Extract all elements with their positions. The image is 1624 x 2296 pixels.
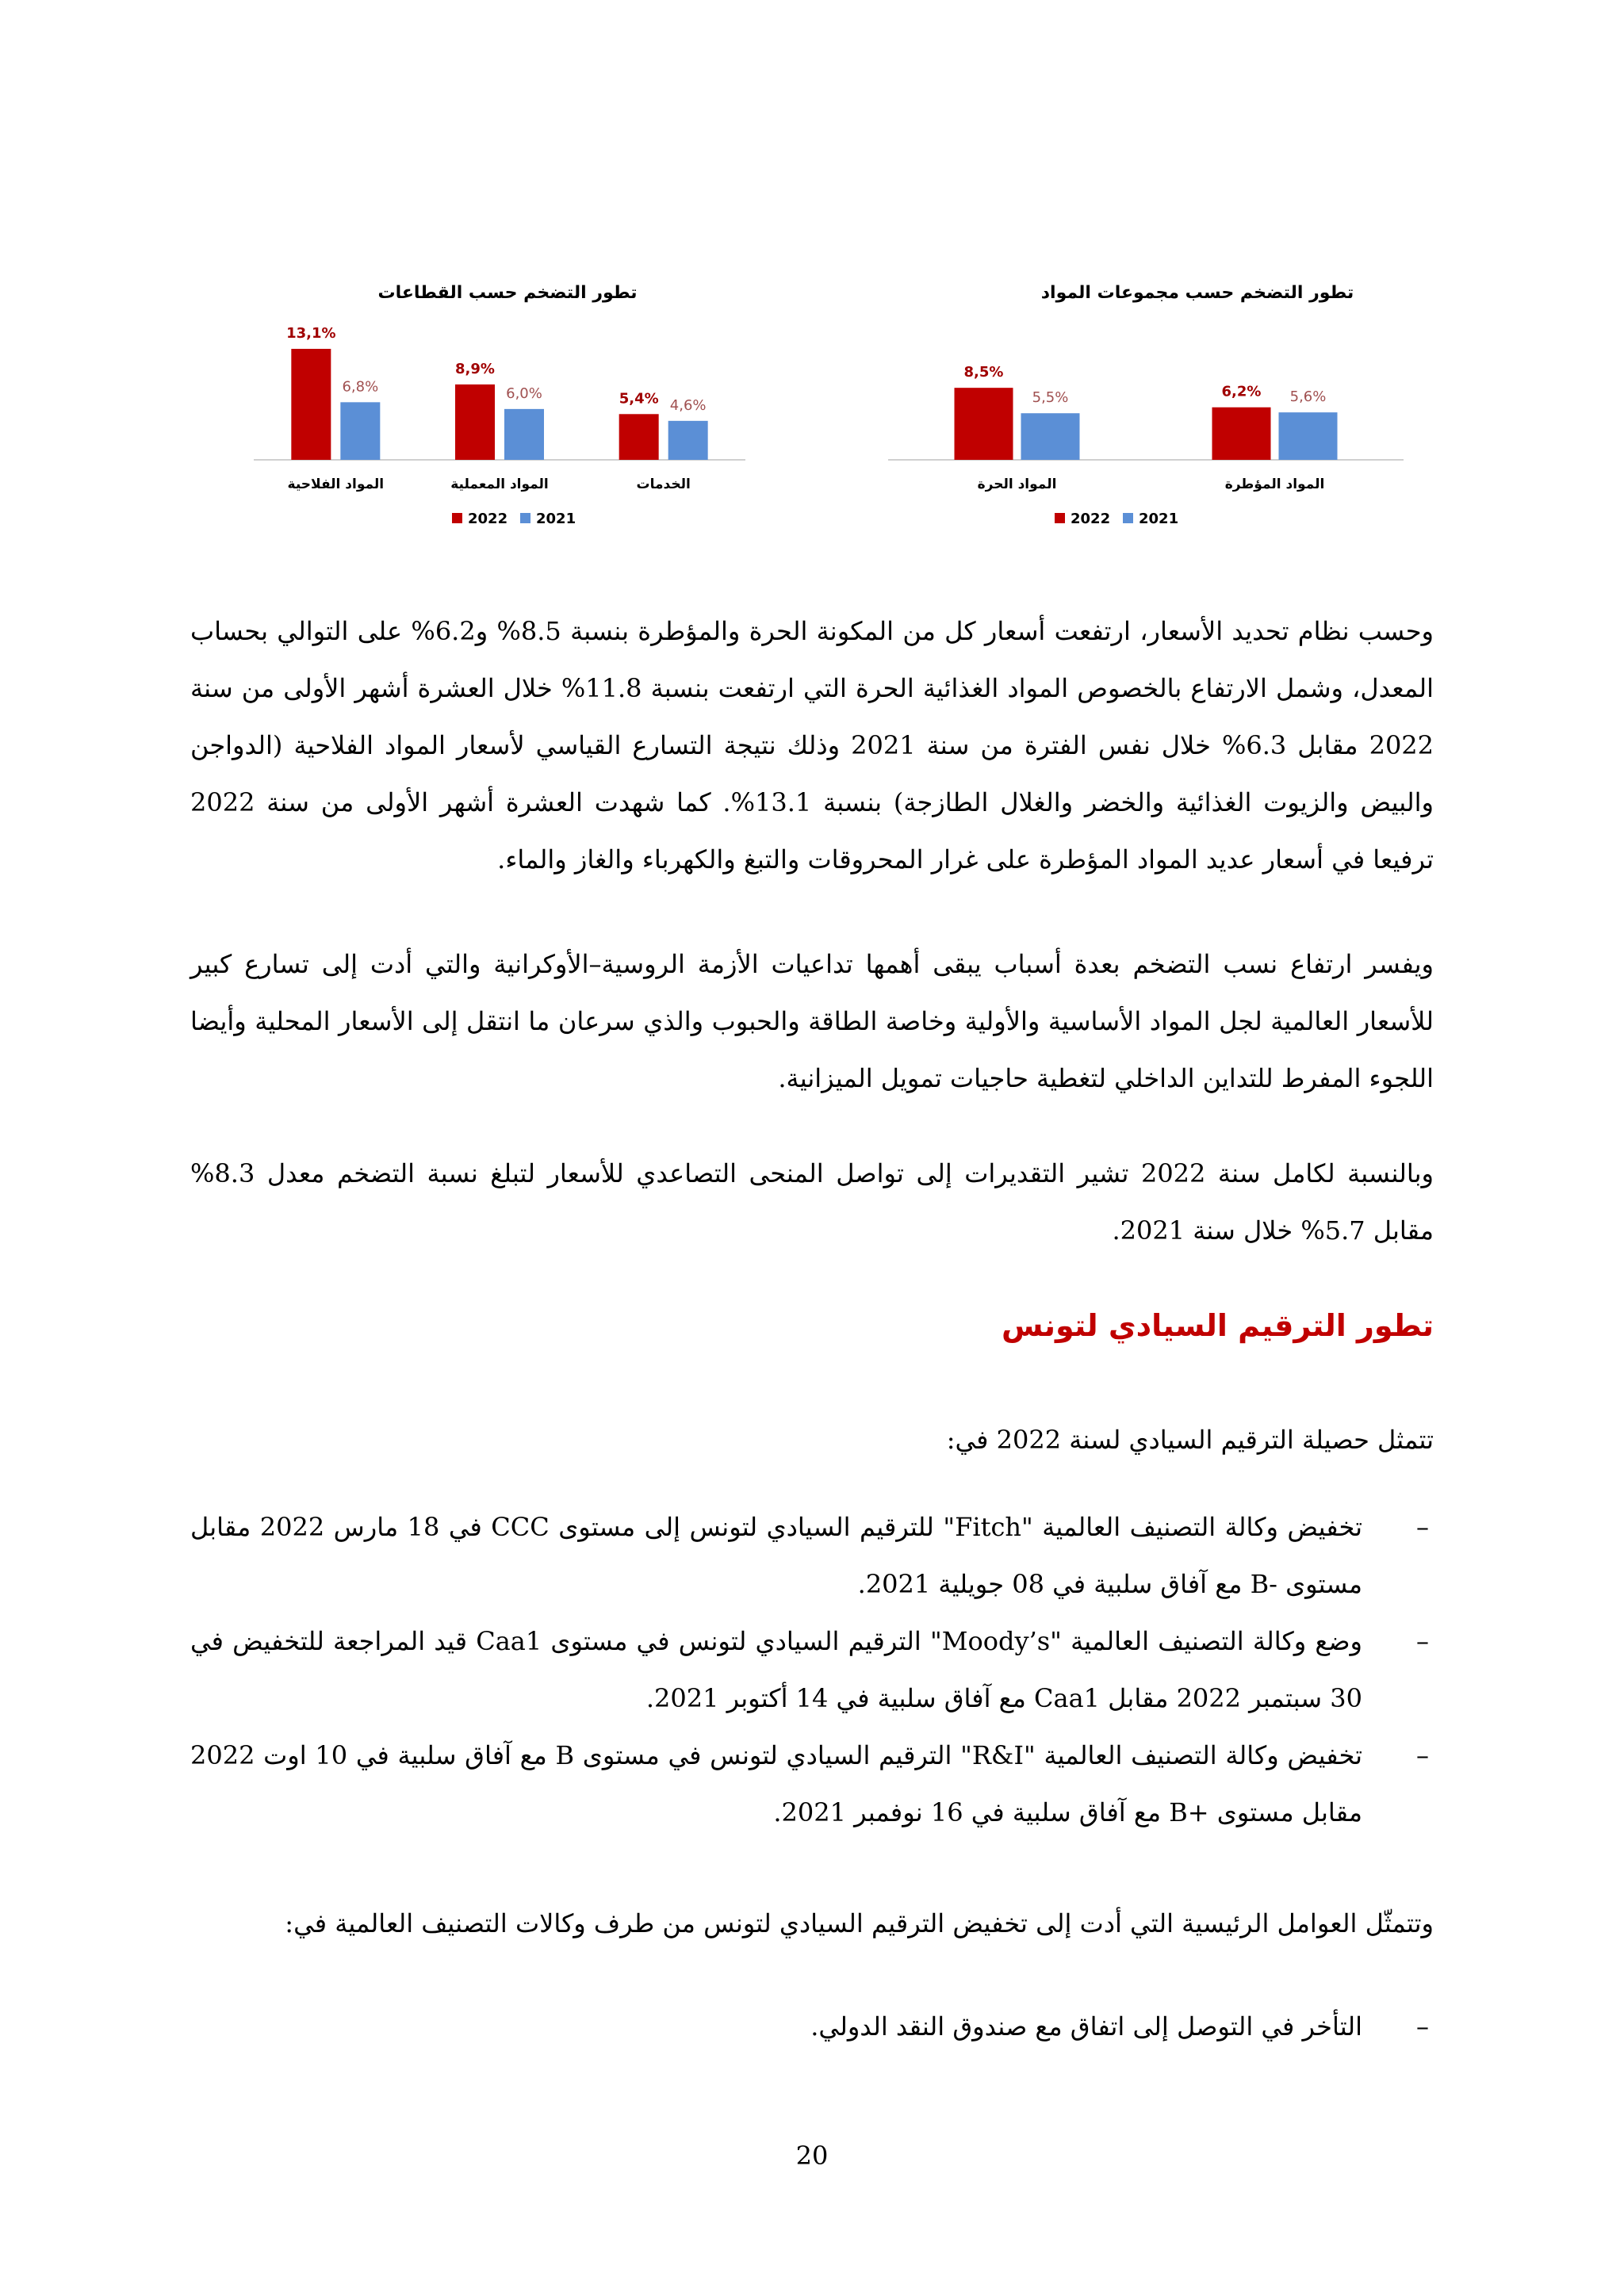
bar-2022: [455, 385, 495, 460]
legend-swatch-2022: [1055, 513, 1065, 523]
chart-svg-sectors: [238, 262, 777, 555]
bar-2022: [619, 414, 659, 460]
dash-marker: –: [1416, 1626, 1429, 1656]
bullet-moodys: [190, 1613, 1434, 1727]
paragraph-price-regime: وحسب نظام تحديد الأسعار، ارتفعت أسعار كل من المكونة الحرة والمؤطرة بنسبة 8.5% و6.2% على التوالي بحساب المعدل، وشمل الارتفاع بالخصوص المواد الغذائية الحرة التي ارتفعت بنسبة 11.8% خلال العشرة أشهر الأولى من سنة 2022 مقابل 6.3% خلال نفس الفترة من سنة 2021 وذلك نتيجة التسارع القياسي لأسعار المواد الفلاحية (الدواجن والبيض والزيوت الغذائية والخضر والغلال الطازجة) بنسبة 13.1%. كما شهدت العشرة أشهر الأولى من سنة 2022 ترفيعا في أسعار عديد المواد المؤطرة على غرار المحروقات والتبغ والكهرباء والغاز والماء.: [190, 616, 1434, 874]
data-label: 6,0%: [506, 385, 542, 402]
legend-label: 2021: [1139, 511, 1179, 527]
data-label: 5,4%: [619, 390, 659, 408]
bar-2021: [1279, 412, 1338, 460]
bar-2021: [668, 421, 708, 460]
data-label: 6,2%: [1221, 383, 1262, 400]
bullet-fitch: [190, 1498, 1434, 1613]
legend-swatch-2021: [520, 513, 530, 523]
legend-label: 2021: [536, 511, 576, 527]
category-label: الخدمات: [636, 476, 691, 492]
data-label: 5,5%: [1032, 389, 1069, 407]
dash-marker: –: [1416, 1512, 1429, 1542]
factors-bullet-list: [190, 1998, 1434, 2055]
chart-inflation-by-sectors: [238, 262, 777, 555]
section-title-sovereign-rating: تطور الترقيم السيادي لتونس: [1002, 1308, 1434, 1343]
paragraph-factors-intro: وتتمثّل العوامل الرئيسية التي أدت إلى تخفيض الترقيم السيادي لتونس من طرف وكالات التصنيف العالمية في:: [285, 1908, 1434, 1938]
legend-swatch-2022: [452, 513, 462, 523]
category-label: المواد المعملية: [450, 476, 549, 492]
data-label: 4,6%: [669, 396, 707, 414]
chart-legend: [452, 511, 576, 527]
bullet-ri: [190, 1727, 1434, 1841]
bar-2022: [1212, 408, 1271, 460]
data-label: 8,9%: [455, 360, 495, 377]
rating-bullet-list: [190, 1498, 1434, 1841]
dash-marker: –: [1416, 2011, 1429, 2042]
bullet-text: التأخر في التوصل إلى اتفاق مع صندوق النقد الدولي.: [810, 2011, 1362, 2042]
data-label: 13,1%: [286, 325, 336, 342]
bullet-text: تخفيض وكالة التصنيف العالمية "Fitch" للترقيم السيادي لتونس إلى مستوى CCC في 18 مارس 2022 مقابل مستوى -B مع آفاق سلبية في 08 جويلية 2021.: [190, 1512, 1363, 1599]
bar-2021: [340, 402, 380, 460]
bullet-imf-delay: [190, 1998, 1434, 2055]
paragraph-rating-intro: تتمثل حصيلة الترقيم السيادي لسنة 2022 في:: [946, 1425, 1434, 1455]
category-label: المواد المؤطرة: [1224, 476, 1325, 492]
bar-2022: [955, 388, 1013, 460]
chart-inflation-by-product-groups: [848, 262, 1404, 555]
paragraph-inflation-forecast: وبالنسبة لكامل سنة 2022 تشير التقديرات إلى تواصل المنحى التصاعدي للأسعار لتبلغ نسبة التضخم معدل 8.3% مقابل 5.7% خلال سنة 2021.: [190, 1158, 1434, 1246]
category-label: المواد الفلاحية: [287, 476, 385, 492]
chart-title: تطور التضخم حسب مجموعات المواد: [1040, 283, 1354, 303]
chart-legend: [1055, 511, 1178, 527]
page-number: 20: [795, 2141, 829, 2171]
chart-title: تطور التضخم حسب القطاعات: [377, 283, 638, 303]
chart-svg-product-groups: [848, 262, 1404, 555]
bullet-text: تخفيض وكالة التصنيف العالمية "R&I" الترقيم السيادي لتونس في مستوى B مع آفاق سلبية في 10 اوت 2022 مقابل مستوى +B مع آفاق سلبية في 16 نوفمبر 2021.: [190, 1740, 1363, 1827]
bullet-text: وضع وكالة التصنيف العالمية "Moody’s" الترقيم السيادي لتونس في مستوى Caa1 قيد المراجعة للتخفيض في 30 سبتمبر 2022 مقابل Caa1 مع آفاق سلبية في 14 أكتوبر 2021.: [190, 1626, 1362, 1713]
paragraph-inflation-causes: ويفسر ارتفاع نسب التضخم بعدة أسباب يبقى أهمها تداعيات الأزمة الروسية–الأوكرانية والتي أدت إلى تسارع كبير للأسعار العالمية لجل المواد الأساسية والأولية وخاصة الطاقة والحبوب والذي سرعان ما انتقل إلى الأسعار المحلية وأيضا اللجوء المفرط للتداين الداخلي لتغطية حاجيات تمويل الميزانية.: [190, 949, 1434, 1093]
legend-label: 2022: [1071, 511, 1111, 527]
data-label: 6,8%: [342, 378, 379, 396]
legend-swatch-2021: [1123, 513, 1133, 523]
legend-label: 2022: [468, 511, 508, 527]
bar-2021: [1021, 413, 1080, 460]
bar-2021: [504, 409, 544, 460]
data-label: 5,6%: [1289, 388, 1327, 406]
dash-marker: –: [1416, 1740, 1429, 1770]
data-label: 8,5%: [963, 364, 1004, 381]
category-label: المواد الحرة: [977, 476, 1057, 492]
bar-2022: [291, 349, 331, 460]
